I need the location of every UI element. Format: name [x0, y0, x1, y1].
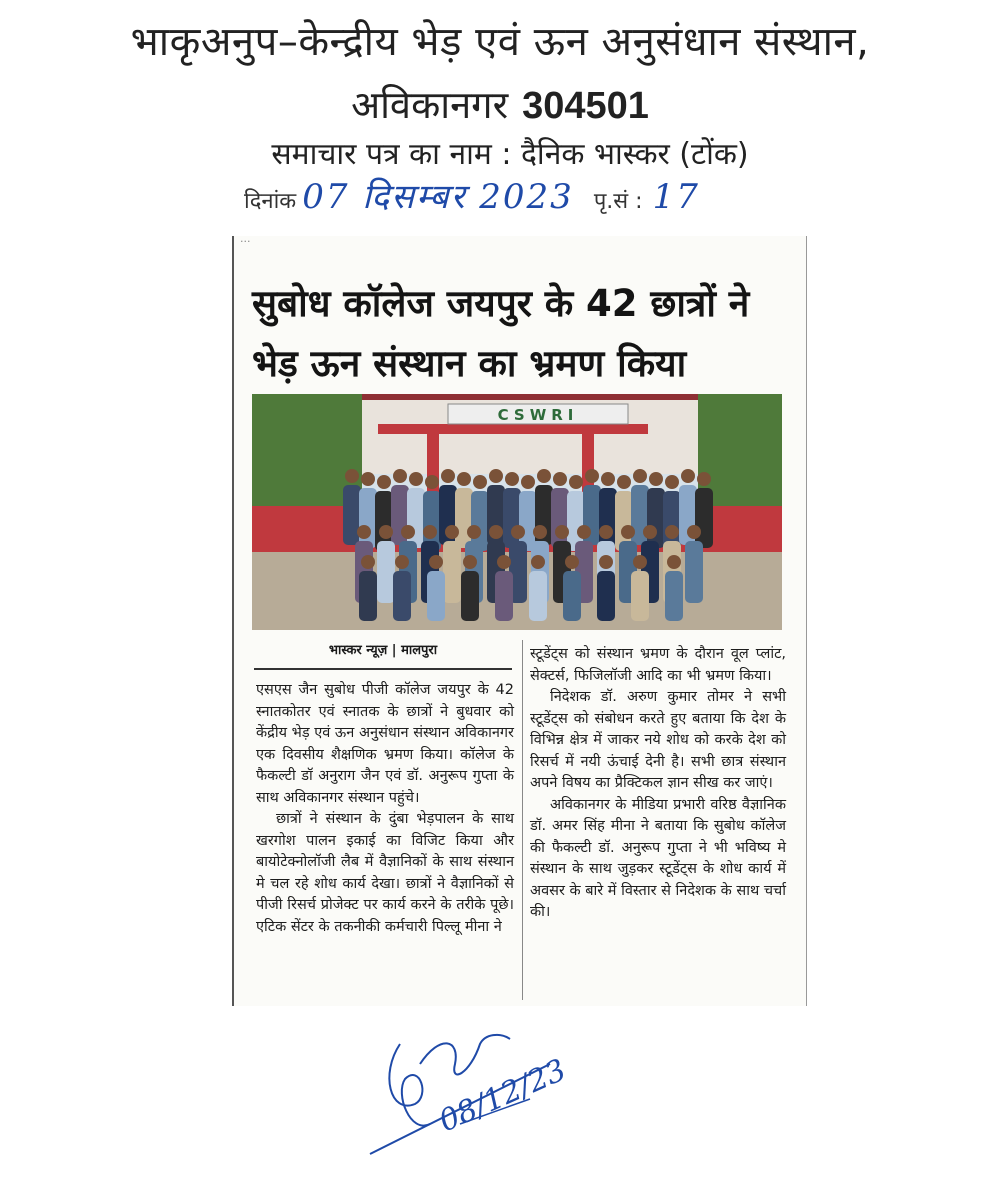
person-head — [599, 525, 613, 539]
pin-code: 304501 — [522, 85, 649, 127]
person-body — [599, 488, 617, 548]
person-head — [531, 555, 545, 569]
building-sign-text: CSWRI — [497, 406, 579, 424]
person-head — [489, 469, 503, 483]
person-head — [345, 469, 359, 483]
person-head — [537, 469, 551, 483]
article-column-right — [530, 644, 786, 924]
person-body — [631, 571, 649, 621]
person-body — [359, 488, 377, 548]
person-body — [685, 541, 703, 603]
person-body — [461, 571, 479, 621]
person-body — [427, 571, 445, 621]
clipping-top-fragment: ... — [240, 232, 251, 245]
article-byline: भास्कर न्यूज़ | मालपुरा — [254, 640, 512, 670]
person-head — [463, 555, 477, 569]
person-head — [649, 472, 663, 486]
person-head — [633, 469, 647, 483]
person-head — [521, 475, 535, 489]
article-paragraph: स्टूडेंट्स को संस्थान भ्रमण के दौरान वूल प्लांट, सेक्टर्स, फिजिलॉजी आदि का भी भ्रमण किया। — [530, 646, 786, 684]
person-body — [443, 541, 461, 603]
person-body — [551, 488, 569, 548]
institute-place-line — [0, 78, 1000, 130]
handwritten-page-number: 17 — [652, 177, 700, 217]
person-head — [409, 472, 423, 486]
person-head — [497, 555, 511, 569]
person-head — [505, 472, 519, 486]
newspaper-name-line: समाचार पत्र का नाम : दैनिक भास्कर (टोंक) — [271, 137, 749, 172]
group-photo-image — [252, 394, 782, 630]
person-head — [379, 525, 393, 539]
person-head — [633, 555, 647, 569]
article-headline: सुबोध कॉलेज जयपुर के 42 छात्रों ने भेड़ ऊन संस्थान का भ्रमण किया — [252, 282, 750, 385]
person-body — [359, 571, 377, 621]
person-head — [361, 555, 375, 569]
date-label: दिनांक — [244, 189, 297, 214]
person-head — [687, 525, 701, 539]
person-head — [553, 472, 567, 486]
person-head — [361, 472, 375, 486]
person-body — [503, 488, 521, 548]
person-head — [393, 469, 407, 483]
person-body — [407, 488, 425, 548]
person-head — [565, 555, 579, 569]
date-page-line — [244, 172, 700, 218]
person-head — [577, 525, 591, 539]
person-head — [599, 555, 613, 569]
page-label: पृ.सं : — [593, 189, 643, 214]
article-column-left — [256, 680, 514, 938]
person-body — [529, 571, 547, 621]
article-paragraph: अविकानगर के मीडिया प्रभारी वरिष्ठ वैज्ञानिक डॉ. अमर सिंह मीना ने बताया कि सुबोध कॉलेज की फैकल्टी डॉ. अनुरूप गुप्ता ने भी भविष्य मे संस्थान के साथ जुड़कर स्टूडेंट्स के शोध कार्य में अवसर के बारे में विस्तार से निदेशक के साथ चर्चा की। — [530, 796, 786, 920]
person-head — [377, 475, 391, 489]
person-body — [597, 571, 615, 621]
article-paragraph: निदेशक डॉ. अरुण कुमार तोमर ने सभी स्टूडेंट्स को संबोधन करते हुए बताया कि देश के विभिन्न क्षेत्र में जाकर नये शोध को करके देश को रिसर्च में नयी ऊंचाई देनी है। सभी छात्र संस्थान अपने विषय का प्रैक्टिकल ज्ञान सीख कर जाएं। — [530, 689, 786, 791]
person-head — [467, 525, 481, 539]
person-head — [425, 475, 439, 489]
column-divider — [522, 640, 523, 1000]
person-head — [445, 525, 459, 539]
person-head — [441, 469, 455, 483]
person-head — [585, 469, 599, 483]
article-paragraph: छात्रों ने संस्थान के दुंबा भेड़पालन के साथ खरगोश पालन इकाई का विजिट किया और बायोटेक्नोलॉजी लैब में वैज्ञानिकों के साथ संस्थान मे चल रहे शोध कार्य देखा। छात्रों ने वैज्ञानिकों से पीजी रिसर्च प्रोजेक्ट पर कार्य करने के तरीके पूछे। एटिक सेंटर के तकनीकी कर्मचारी पिल्लू मीना ने — [256, 811, 514, 935]
person-head — [423, 525, 437, 539]
group-photo — [252, 394, 782, 630]
person-head — [489, 525, 503, 539]
person-body — [455, 488, 473, 548]
place-name: अविकानगर — [351, 83, 509, 127]
person-head — [429, 555, 443, 569]
person-head — [395, 555, 409, 569]
institute-name-line: भाकृअनुप–केन्द्रीय भेड़ एवं ऊन अनुसंधान संस्थान, — [130, 19, 870, 65]
person-body — [377, 541, 395, 603]
person-head — [473, 475, 487, 489]
article-paragraph: एसएस जैन सुबोध पीजी कॉलेज जयपुर के 42 स्नातकोतर एवं स्नातक के छात्रों ने बुधवार को केंद्रीय भेड़ एवं ऊन अनुसंधान संस्थान अविकानगर एक दिवसीय शैक्षणिक भ्रमण किया। कॉलेज के फैकल्टी डॉ अनुराग जैन एवं डॉ. अनुरूप गुप्ता के साथ अविकानगर संस्थान पहुंचे। — [256, 682, 514, 806]
person-head — [555, 525, 569, 539]
person-head — [665, 525, 679, 539]
person-head — [617, 475, 631, 489]
person-body — [495, 571, 513, 621]
handwritten-date: 07 दिसम्बर 2023 — [302, 177, 574, 217]
person-body — [393, 571, 411, 621]
person-head — [569, 475, 583, 489]
person-head — [401, 525, 415, 539]
person-head — [621, 525, 635, 539]
person-head — [601, 472, 615, 486]
person-head — [665, 475, 679, 489]
person-head — [357, 525, 371, 539]
signature-date: 08/12/23 — [434, 1052, 572, 1140]
person-body — [695, 488, 713, 548]
person-head — [643, 525, 657, 539]
person-body — [665, 571, 683, 621]
person-body — [647, 488, 665, 548]
newspaper-clipping — [232, 232, 807, 1006]
person-head — [511, 525, 525, 539]
person-body — [563, 571, 581, 621]
handwritten-signature — [360, 1004, 600, 1174]
person-head — [533, 525, 547, 539]
person-head — [457, 472, 471, 486]
person-head — [697, 472, 711, 486]
person-head — [667, 555, 681, 569]
person-head — [681, 469, 695, 483]
